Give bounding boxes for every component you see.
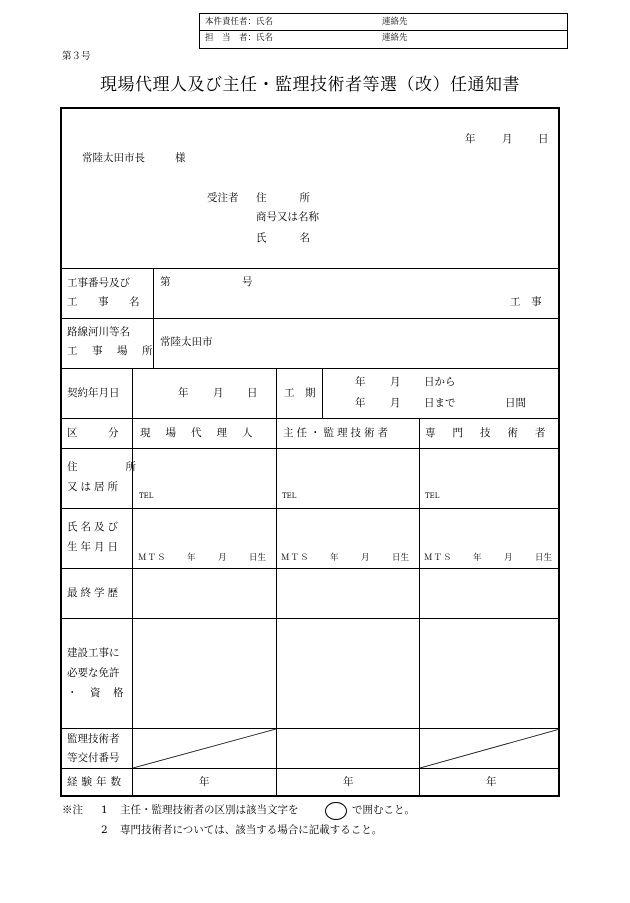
period-to-suffix: 日まで bbox=[424, 397, 456, 409]
circle-mark-icon bbox=[325, 802, 347, 820]
col-expert-header: 専門技術者 bbox=[425, 427, 563, 439]
route-label: 路線河川等名 bbox=[67, 326, 130, 338]
period-to-year: 年 bbox=[355, 397, 366, 409]
birth-day-expert: 日生 bbox=[535, 553, 553, 563]
period-days-suffix: 日間 bbox=[505, 397, 526, 409]
birth-day-chief: 日生 bbox=[392, 553, 410, 563]
slash-expert bbox=[420, 729, 560, 768]
era-chief: ＭＴＳ bbox=[281, 553, 310, 563]
row-cert-label-2: 等交付番号 bbox=[67, 752, 120, 764]
project-no-suffix: 号 bbox=[242, 276, 253, 288]
project-number-label: 工事番号及び bbox=[67, 277, 130, 289]
row-address-label: 住 所 bbox=[67, 461, 145, 473]
contractor-label: 受注者 bbox=[207, 192, 239, 204]
project-name-label: 工 事 名 bbox=[67, 296, 145, 308]
notes-prefix: ※注 bbox=[62, 804, 83, 816]
contract-day: 日 bbox=[247, 387, 258, 399]
tel-label-agent: TEL bbox=[139, 492, 154, 500]
tel-label-chief: TEL bbox=[282, 492, 297, 500]
birth-year-agent: 年 bbox=[187, 553, 196, 563]
period-from-month: 月 bbox=[390, 376, 401, 388]
experience-years-chief: 年 bbox=[343, 776, 354, 788]
location-value: 常陸太田市 bbox=[160, 336, 213, 348]
note-1-text-a: 主任・監理技術者の区別は該当文字を bbox=[120, 804, 299, 816]
col-agent-header: 現場代理人 bbox=[140, 427, 268, 439]
period-from-suffix: 日から bbox=[424, 376, 456, 388]
birth-month-expert: 月 bbox=[504, 553, 513, 563]
period-from-year: 年 bbox=[355, 376, 366, 388]
date-day-label: 日 bbox=[538, 133, 549, 145]
company-label: 商号又は名称 bbox=[256, 211, 319, 223]
era-expert: ＭＴＳ bbox=[424, 553, 453, 563]
contract-year: 年 bbox=[178, 387, 189, 399]
period-label: 工 期 bbox=[284, 387, 316, 399]
slash-agent bbox=[133, 729, 276, 768]
contract-month: 月 bbox=[213, 387, 224, 399]
row-birthdate-label: 生年月日 bbox=[67, 541, 121, 553]
birth-month-chief: 月 bbox=[361, 553, 370, 563]
contract-date-label: 契約年月日 bbox=[67, 387, 120, 399]
address-label: 住 所 bbox=[256, 192, 314, 204]
era-agent: ＭＴＳ bbox=[138, 553, 167, 563]
addressee: 常陸太田市長 bbox=[82, 152, 145, 164]
note-1-text-b: で囲むこと。 bbox=[352, 804, 415, 816]
row-license-label-2: 必要な免許 bbox=[67, 667, 120, 679]
project-work-suffix: 工 事 bbox=[510, 296, 542, 308]
col-chief-header: 主任・監理技術者 bbox=[283, 427, 391, 439]
row-license-label-1: 建設工事に bbox=[67, 647, 120, 659]
period-to-month: 月 bbox=[390, 397, 401, 409]
form-number: 第３号 bbox=[62, 51, 91, 62]
staff-contact-label: 連絡先 bbox=[382, 33, 408, 43]
experience-years-expert: 年 bbox=[486, 776, 497, 788]
project-no-prefix: 第 bbox=[160, 276, 171, 288]
site-label: 工 事 場 所 bbox=[67, 345, 155, 357]
tel-label-expert: TEL bbox=[425, 492, 440, 500]
row-cert-label-1: 監理技術者 bbox=[67, 733, 120, 745]
row-experience-label: 経験年数 bbox=[67, 776, 125, 788]
row-education-label: 最終学歴 bbox=[67, 587, 121, 599]
honorific: 様 bbox=[175, 152, 186, 164]
date-year-label: 年 bbox=[465, 133, 476, 145]
note-2-number: 2 bbox=[101, 824, 108, 836]
responsible-contact-label: 連絡先 bbox=[382, 17, 408, 27]
responsible-person-label: 本件責任者：氏名 bbox=[205, 17, 274, 27]
date-month-label: 月 bbox=[502, 133, 513, 145]
page-title: 現場代理人及び主任・監理技術者等選（改）任通知書 bbox=[100, 75, 520, 95]
note-1-number: 1 bbox=[101, 804, 108, 816]
staff-person-label: 担 当 者：氏名 bbox=[205, 33, 274, 43]
name-label: 氏 名 bbox=[256, 232, 314, 244]
col-class-header: 区 分 bbox=[67, 427, 129, 439]
birth-day-agent: 日生 bbox=[249, 553, 267, 563]
note-2-text: 専門技術者については、該当する場合に記載すること。 bbox=[120, 824, 383, 836]
birth-month-agent: 月 bbox=[218, 553, 227, 563]
row-residence-label: 又は居所 bbox=[67, 481, 121, 493]
row-license-label-3: ・ 資 格 bbox=[67, 687, 125, 699]
row-name-label: 氏名及び bbox=[67, 521, 121, 533]
birth-year-chief: 年 bbox=[330, 553, 339, 563]
experience-years-agent: 年 bbox=[199, 776, 210, 788]
birth-year-expert: 年 bbox=[473, 553, 482, 563]
